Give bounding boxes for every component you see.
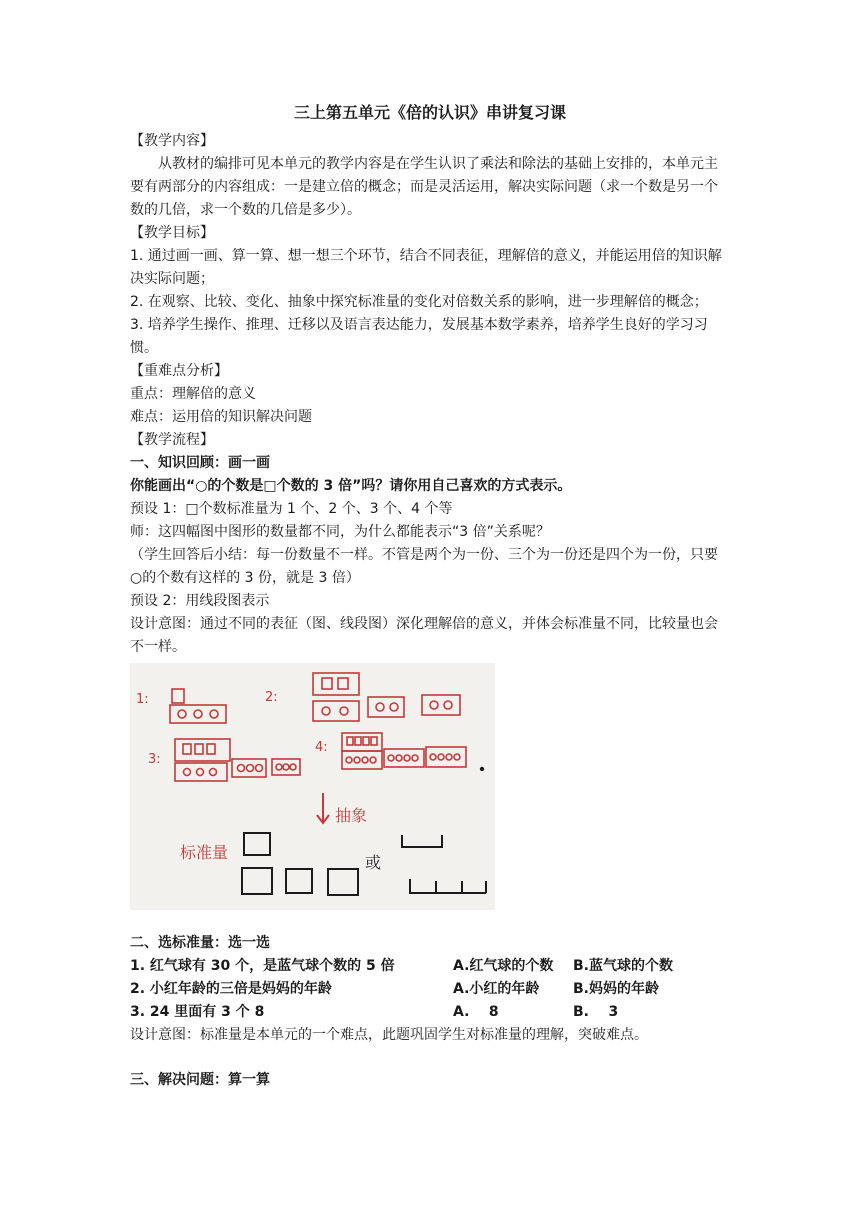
content-body: 从教材的编排可见本单元的教学内容是在学生认识了乘法和除法的基础上安排的，本单元主要有两部分的内容组成：一是建立倍的概念；而是灵活运用，解决实际问题（求一个数是另一个数的几倍，求一个数的几倍是多少）。 [130, 156, 718, 218]
goal-item: 2. 在观察、比较、变化、抽象中探究标准量的变化对倍数关系的影响，进一步理解倍的概念； [130, 294, 708, 310]
content-heading: 【教学内容】 [130, 133, 214, 149]
part1-question: 你能画出“○的个数是□个数的 3 倍”吗？请你用自己喜欢的方式表示。 [130, 478, 572, 494]
photo-label-4: 4: [315, 740, 328, 755]
question-text: 2. 小红年龄的三倍是妈妈的年龄 [130, 981, 332, 997]
option-b: B.蓝气球的个数 [573, 958, 673, 974]
design-intent-1: 设计意图：通过不同的表征（图、线段图）深化理解倍的意义，并体会标准量不同，比较量也会不一样。 [130, 616, 718, 655]
option-b: B.妈妈的年龄 [573, 981, 659, 997]
photo-label-3: 3: [148, 752, 161, 767]
document-page [130, 100, 730, 1092]
photo-label-standard: 标准量 [180, 843, 229, 862]
option-b: B. 3 [573, 1004, 619, 1020]
difficult-point: 难点：运用倍的知识解决问题 [130, 409, 312, 425]
summary-note: （学生回答后小结：每一份数量不一样。不管是两个为一份、三个为一份还是四个为一份，只要○的个数有这样的 3 份，就是 3 倍） [130, 547, 718, 586]
photo-label-1: 1: [136, 692, 149, 707]
design-intent-2: 设计意图：标准量是本单元的一个难点，此题巩固学生对标准量的理解，突破难点。 [130, 1027, 648, 1043]
question-row [130, 978, 730, 1001]
option-a: A.红气球的个数 [453, 958, 554, 974]
question-text: 1. 红气球有 30 个，是蓝气球个数的 5 倍 [130, 958, 395, 974]
keypoints-heading: 【重难点分析】 [130, 363, 228, 379]
goal-item: 3. 培养学生操作、推理、迁移以及语言表达能力，发展基本数学素养，培养学生良好的学习习惯。 [130, 317, 708, 356]
preset2: 预设 2：用线段图表示 [130, 593, 270, 609]
option-a: A. 8 [453, 1004, 499, 1020]
handwritten-drawing-photo [130, 663, 495, 910]
part2-heading: 二、选标准量：选一选 [130, 935, 270, 951]
part3-heading: 三、解决问题：算一算 [130, 1072, 270, 1088]
goals-heading: 【教学目标】 [130, 225, 214, 241]
question-row [130, 1001, 730, 1024]
preset1: 预设 1：□个数标准量为 1 个、2 个、3 个、4 个等 [130, 501, 453, 517]
key-point: 重点：理解倍的意义 [130, 386, 256, 402]
part1-heading: 一、知识回顾：画一画 [130, 455, 270, 471]
teacher-question: 师：这四幅图中图形的数量都不同，为什么都能表示“3 倍”关系呢？ [130, 524, 550, 540]
process-heading: 【教学流程】 [130, 432, 214, 448]
question-row [130, 955, 730, 978]
goal-item: 1. 通过画一画、算一算、想一想三个环节，结合不同表征，理解倍的意义，并能运用倍的知识解决实际问题； [130, 248, 722, 287]
photo-label-abstract: 抽象 [335, 806, 368, 825]
doc-title: 三上第五单元《倍的认识》串讲复习课 [293, 103, 566, 122]
question-text: 3. 24 里面有 3 个 8 [130, 1004, 265, 1020]
photo-label-2: 2: [265, 690, 278, 705]
option-a: A.小红的年龄 [453, 981, 540, 997]
photo-label-or: 或 [365, 853, 382, 872]
